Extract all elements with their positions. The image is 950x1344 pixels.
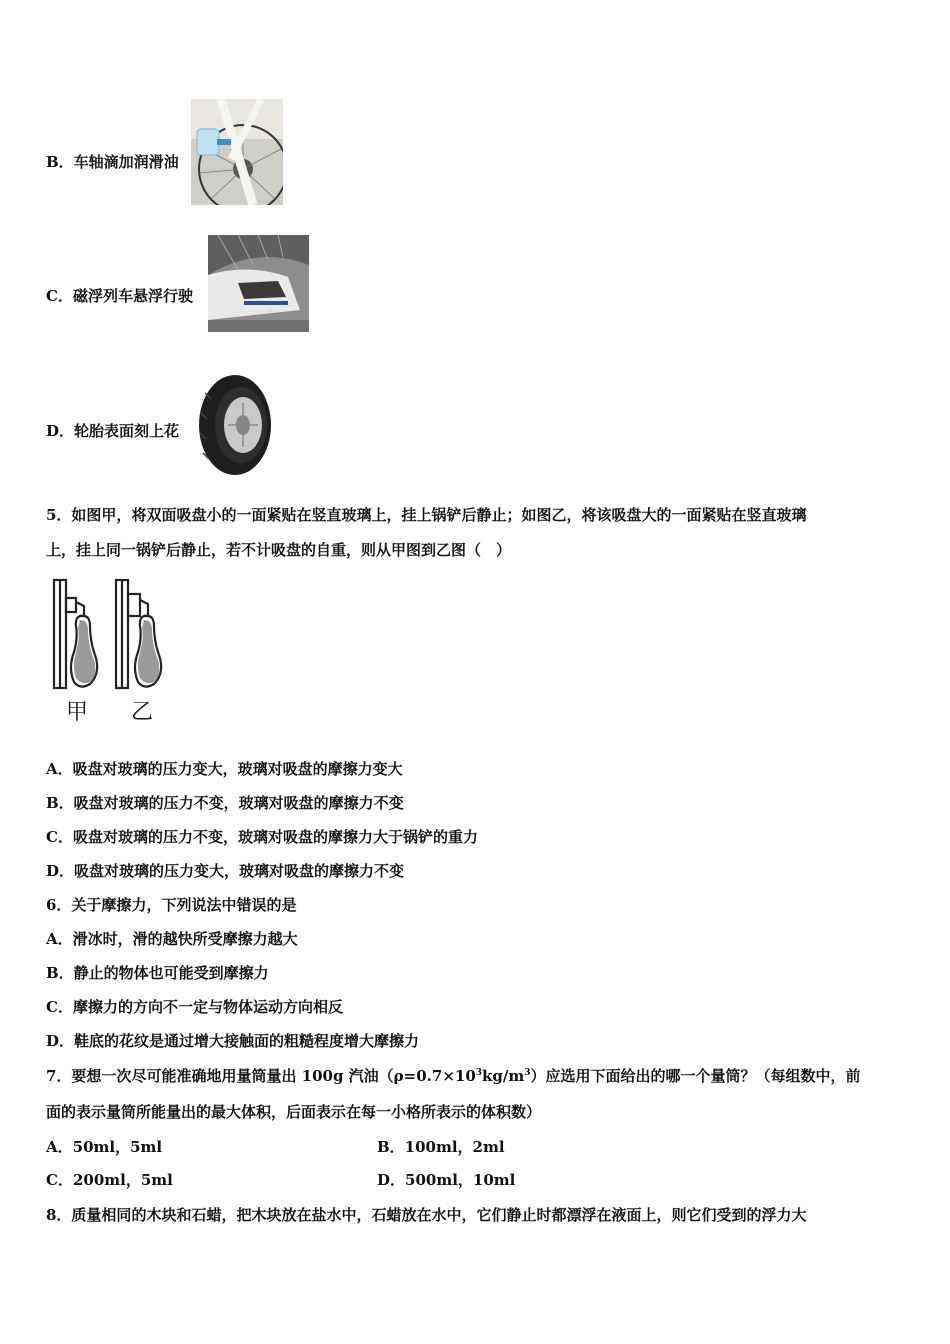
q8-stem: 8．质量相同的木块和石蜡，把木块放在盐水中，石蜡放在水中，它们静止时都漂浮在液面上，则它们受到的浮力大 (46, 1206, 807, 1224)
q7-stem-line2: 面的表示量筒所能量出的最大体积，后面表示在每一小格所表示的体积数） (46, 1103, 542, 1121)
q4-option-b-label: B．车轴滴加润滑油 (46, 153, 179, 171)
bicycle-axle-oil-photo (191, 99, 283, 205)
tire-tread-photo (195, 373, 275, 477)
figure-label-yi: 乙 (131, 700, 154, 725)
figure-label-jia: 甲 (66, 700, 89, 725)
q7-option-d: D．500ml，10ml (377, 1171, 516, 1189)
q4-option-c-label: C．磁浮列车悬浮行驶 (46, 287, 193, 305)
maglev-train-photo (208, 235, 309, 332)
q4-option-d-label: D．轮胎表面刻上花 (46, 422, 180, 440)
q7-stem-line1: 7．要想一次尽可能准确地用量筒量出 100g 汽油$(\rho=0.7\times 10^3kg/m^3)$应选用下面给出的哪一个量筒？（每组数中，前 (46, 1067, 861, 1085)
q5-option-d: D．吸盘对玻璃的压力变大，玻璃对吸盘的摩擦力不变 (46, 862, 405, 880)
q6-stem: 6．关于摩擦力，下列说法中错误的是 (46, 896, 297, 914)
q5-option-b: B．吸盘对玻璃的压力不变，玻璃对吸盘的摩擦力不变 (46, 794, 404, 812)
q5-stem-line2: 上，挂上同一锅铲后静止，若不计吸盘的自重，则从甲图到乙图（ ） (46, 541, 512, 559)
q5-option-c: C．吸盘对玻璃的压力不变，玻璃对吸盘的摩擦力大于锅铲的重力 (46, 828, 478, 846)
q6-option-d: D．鞋底的花纹是通过增大接触面的粗糙程度增大摩擦力 (46, 1032, 420, 1050)
q5-stem-line1: 5．如图甲，将双面吸盘小的一面紧贴在竖直玻璃上，挂上锅铲后静止；如图乙，将该吸盘大的一面紧贴在竖直玻璃 (46, 506, 807, 524)
q6-option-c: C．摩擦力的方向不一定与物体运动方向相反 (46, 998, 343, 1016)
q7-option-b: B．100ml，2ml (377, 1138, 505, 1156)
q5-option-a: A．吸盘对玻璃的压力变大，玻璃对吸盘的摩擦力变大 (46, 760, 403, 778)
q7-option-a: A．50ml，5ml (46, 1138, 163, 1156)
q6-option-a: A．滑冰时，滑的越快所受摩擦力越大 (46, 930, 298, 948)
q7-option-c: C．200ml，5ml (46, 1171, 173, 1189)
q6-option-b: B．静止的物体也可能受到摩擦力 (46, 964, 269, 982)
